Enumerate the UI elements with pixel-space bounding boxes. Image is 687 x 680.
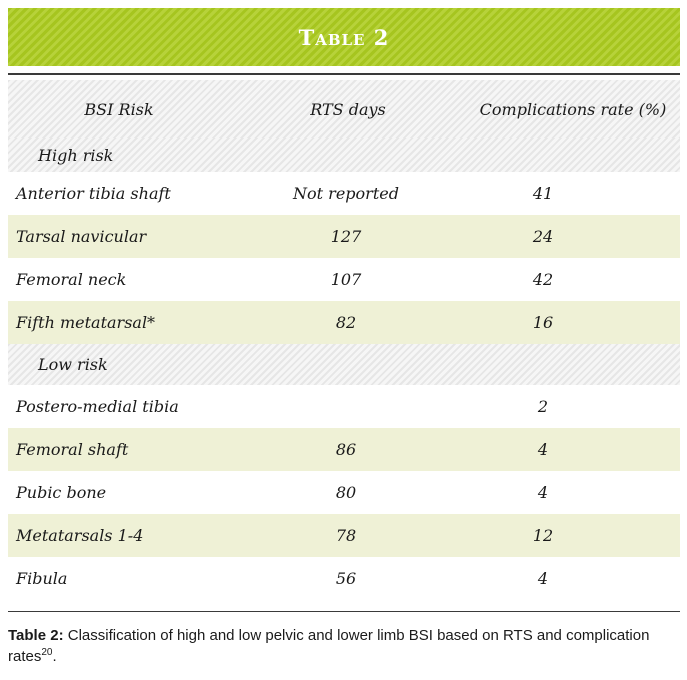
table-header-row	[8, 80, 680, 138]
table-row	[8, 172, 680, 215]
caption-end: .	[52, 648, 57, 665]
table-row	[8, 557, 680, 600]
row-site: Femoral neck	[16, 270, 127, 289]
caption-text: Classification of high and low pelvic and lower limb BSI based on RTS and complication rates	[8, 627, 650, 665]
row-rts: 86	[335, 440, 357, 459]
top-rule	[8, 73, 680, 75]
section-label: Low risk	[38, 355, 108, 374]
row-site: Anterior tibia shaft	[16, 184, 171, 203]
section-low-risk	[8, 344, 680, 385]
caption-reference: 20	[41, 647, 53, 658]
row-rate: 12	[532, 526, 554, 545]
bottom-rule	[8, 611, 680, 612]
table-row	[8, 301, 680, 344]
row-rts: 82	[335, 313, 357, 332]
row-rts: 56	[335, 569, 357, 588]
row-site: Fifth metatarsal*	[16, 313, 156, 332]
table-row	[8, 428, 680, 471]
row-rate: 2	[537, 397, 549, 416]
row-rts: 127	[330, 227, 362, 246]
row-rts: 107	[330, 270, 362, 289]
row-rts: Not reported	[293, 184, 399, 203]
table-row	[8, 258, 680, 301]
table-row	[8, 471, 680, 514]
row-site: Metatarsals 1-4	[16, 526, 144, 545]
section-label: High risk	[38, 145, 114, 165]
row-rts: 78	[335, 526, 357, 545]
table-row	[8, 385, 680, 428]
row-site: Pubic bone	[16, 483, 107, 502]
row-rate: 41	[532, 184, 554, 203]
row-rate: 42	[532, 270, 554, 289]
row-rate: 4	[537, 440, 549, 459]
header-rts-days: RTS days	[310, 99, 386, 119]
table-banner	[8, 8, 680, 66]
row-rate: 4	[537, 483, 549, 502]
row-rate: 24	[532, 227, 554, 246]
section-high-risk	[8, 138, 680, 172]
row-site: Tarsal navicular	[16, 227, 147, 246]
row-rate: 16	[532, 313, 554, 332]
table-row	[8, 215, 680, 258]
table-caption	[8, 625, 668, 667]
data-table	[8, 80, 680, 600]
row-rate: 4	[537, 569, 549, 588]
table-title: Table 2	[298, 24, 390, 50]
header-complications-rate: Complications rate (%)	[479, 99, 667, 119]
row-site: Femoral shaft	[16, 440, 129, 459]
caption-label: Table 2:	[8, 627, 64, 644]
row-rts: 80	[335, 483, 357, 502]
row-site: Postero-medial tibia	[16, 397, 179, 416]
table-row	[8, 514, 680, 557]
header-bsi-risk: BSI Risk	[84, 99, 154, 119]
row-site: Fibula	[16, 569, 68, 588]
